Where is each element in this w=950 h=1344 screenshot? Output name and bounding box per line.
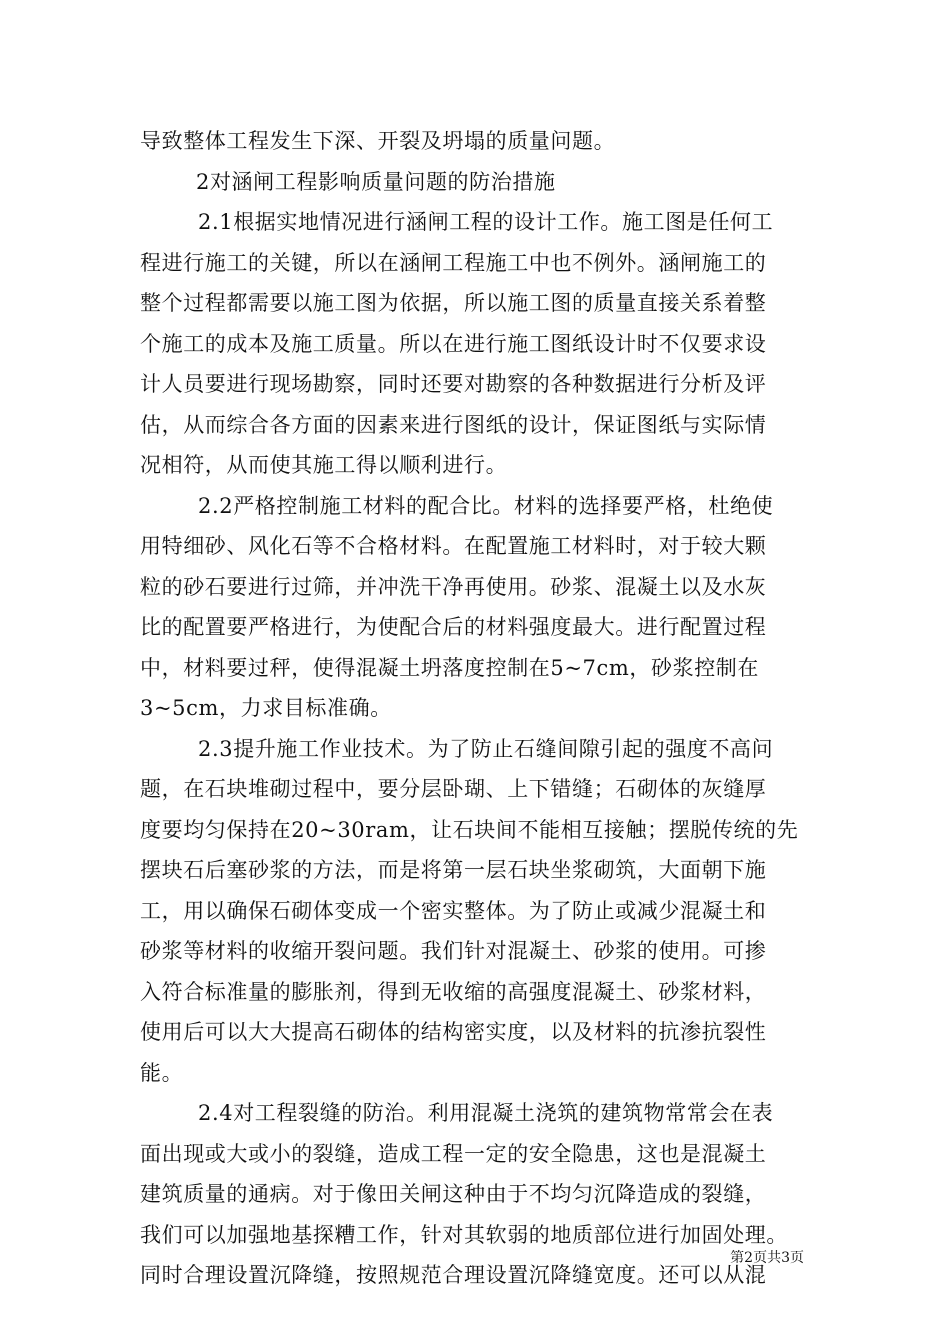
text-line: 摆块石后塞砂浆的方法，而是将第一层石块坐浆砌筑，大面朝下施 xyxy=(140,858,767,882)
section-heading: 2对涵闸工程影响质量问题的防治措施 xyxy=(196,169,556,194)
page-number-footer: 第2页共3页 xyxy=(730,1250,804,1266)
text-line: 2.2严格控制施工材料的配合比。材料的选择要严格，杜绝使 xyxy=(198,493,774,518)
text-line: 入符合标准量的膨胀剂，得到无收缩的高强度混凝土、砂浆材料， xyxy=(140,979,767,1004)
text-line: 度要均匀保持在20~30ram，让石块间不能相互接触；摆脱传统的先 xyxy=(140,817,799,842)
text-line: 砂浆等材料的收缩开裂问题。我们针对混凝土、砂浆的使用。可掺 xyxy=(140,939,767,963)
text-line: 我们可以加强地基探糟工作，针对其软弱的地质部位进行加固处理。 xyxy=(140,1222,788,1247)
text-line: 导致整体工程发生下深、开裂及坍塌的质量问题。 xyxy=(140,129,616,153)
text-line: 况相符，从而使其施工得以顺利进行。 xyxy=(140,453,508,477)
text-line: 3~5cm，力求目标准确。 xyxy=(140,696,392,720)
text-line: 2.3提升施工作业技术。为了防止石缝间隙引起的强度不高问 xyxy=(198,736,774,761)
document-body xyxy=(140,121,810,1296)
text-line: 个施工的成本及施工质量。所以在进行施工图纸设计时不仅要求设 xyxy=(140,331,767,356)
text-line: 粒的砂石要进行过筛，并冲洗干净再使用。砂浆、混凝土以及水灰 xyxy=(140,574,767,599)
text-line: 比的配置要严格进行，为使配合后的材料强度最大。进行配置过程 xyxy=(140,615,767,639)
text-line: 题，在石块堆砌过程中，要分层卧瑚、上下错缝；石砌体的灰缝厚 xyxy=(140,777,767,801)
text-line: 面出现或大或小的裂缝，造成工程一定的安全隐患，这也是混凝土 xyxy=(140,1141,767,1166)
text-line: 工，用以确保石砌体变成一个密实整体。为了防止或减少混凝土和 xyxy=(140,898,767,923)
text-line: 2.4对工程裂缝的防治。利用混凝土浇筑的建筑物常常会在表 xyxy=(198,1101,774,1125)
text-line: 中，材料要过秤，使得混凝土坍落度控制在5~7cm，砂浆控制在 xyxy=(140,655,759,680)
text-line: 估，从而综合各方面的因素来进行图纸的设计，保证图纸与实际情 xyxy=(140,412,767,437)
text-line: 能。 xyxy=(140,1060,184,1085)
text-line: 使用后可以大大提高石砌体的结构密实度，以及材料的抗渗抗裂性 xyxy=(140,1020,767,1044)
text-line: 2.1根据实地情况进行涵闸工程的设计工作。施工图是任何工 xyxy=(198,210,774,234)
text-line: 计人员要进行现场勘察，同时还要对勘察的各种数据进行分析及评 xyxy=(140,372,767,396)
text-line: 用特细砂、风化石等不合格材料。在配置施工材料时，对于较大颗 xyxy=(140,534,767,558)
text-line: 整个过程都需要以施工图为依据，所以施工图的质量直接关系着整 xyxy=(140,291,767,315)
text-line: 同时合理设置沉降缝，按照规范合理设置沉降缝宽度。还可以从混 xyxy=(140,1263,767,1287)
text-line: 程进行施工的关键，所以在涵闸工程施工中也不例外。涵闸施工的 xyxy=(140,250,767,275)
text-line: 建筑质量的通病。对于像田关闸这种由于不均匀沉降造成的裂缝， xyxy=(140,1182,767,1206)
